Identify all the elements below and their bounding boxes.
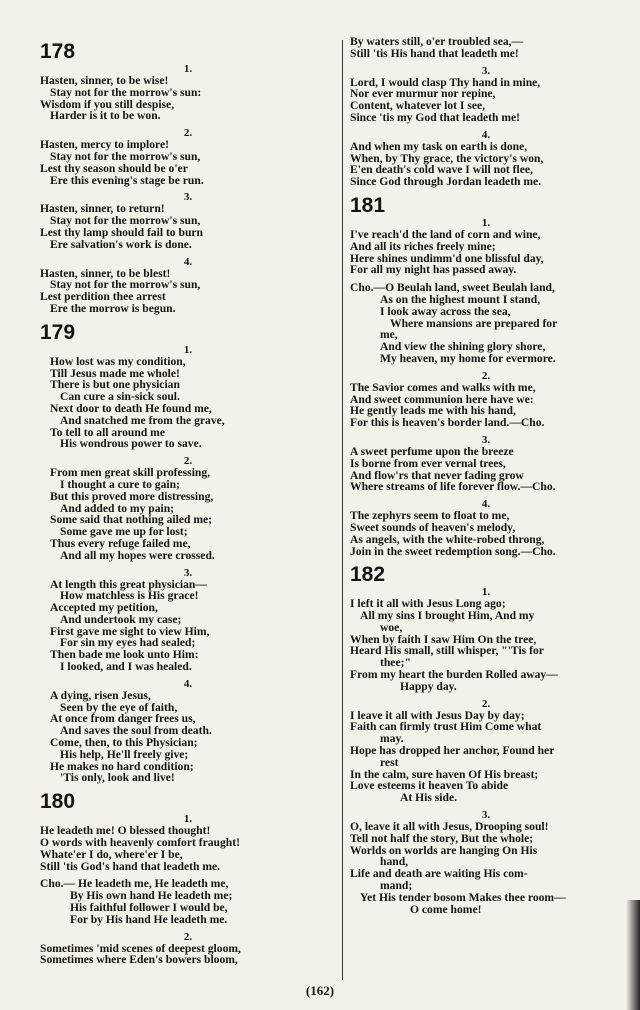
lyric-line: Some gave me up for lost; [60,525,188,539]
lyric-line: For this is heaven's border land.—Cho. [350,416,545,430]
verse [350,699,622,804]
lyric-line: When, by Thy grace, the victory's won, [350,151,544,165]
verse [40,814,336,872]
lyric-line: O words with heavenly comfort fraught! [40,836,240,850]
lyric-line: me, [380,328,398,342]
lyric-line: And all my hopes were crossed. [60,548,215,562]
lyric-line: His help, He'll freely give; [60,747,189,761]
lyric-line: In the calm, sure haven Of His breast; [350,767,539,781]
lyric-line: Hasten, sinner, to be blest! [40,266,171,280]
verse-number: 3. [481,809,491,822]
verse-number: 3. [481,64,491,77]
lyric-line: The Savior comes and walks with me, [350,380,536,394]
lyric-line: Seen by the eye of faith, [60,700,178,714]
lyric-line: I looked, and I was healed. [60,660,192,674]
page-number: (162) [305,983,335,998]
lyric-line: Then bade me look unto Him: [50,648,199,662]
hymn-number: 178 [40,40,76,63]
lyric-line: And snatched me from the grave, [60,413,225,427]
lyric-line: For all my night has passed away. [350,263,517,277]
verse-number: 2. [183,455,193,468]
lyric-line: He makes no hard condition; [50,759,194,773]
lyric-line: When by faith I saw Him On the tree, [350,632,537,646]
lyric-line: Some said that nothing ailed me; [50,513,213,527]
lyric-line: Lest thy lamp should fail to burn [40,225,203,239]
chorus-or-continuation [350,36,622,60]
lyric-line: Ere this evening's stage be run. [50,173,204,187]
lyric-line: Lest thy season should be o'er [40,161,188,175]
verse-number: 2. [481,369,491,382]
lyric-line: At His side. [400,791,458,805]
lyric-line: A sweet perfume upon the breeze [350,444,514,458]
lyric-line: Whate'er I do, where'er I be, [40,847,183,861]
lyric-line: Since 'tis my God that leadeth me! [350,110,521,124]
lyric-line: Still 'tis God's hand that leadeth me. [40,859,221,873]
lyric-line: For sin my eyes had sealed; [60,636,196,650]
verse-number: 1. [183,813,193,826]
verse [350,218,622,276]
lyric-line: 'Tis only, look and live! [60,771,175,785]
lyric-line: Lord, I would clasp Thy hand in mine, [350,75,541,89]
column-divider [342,40,343,980]
lyric-line: Next door to death He found me, [50,401,212,415]
verse [40,257,336,315]
lyric-line: For by His hand He leadeth me. [70,912,228,926]
lyric-line: Wisdom if you still despise, [40,97,175,111]
lyric-line: The zephyrs seem to float to me, [350,509,510,523]
lyric-line: Stay not for the morrow's sun, [50,214,201,228]
lyric-line: His wondrous power to save. [60,437,202,451]
lyric-line: Where streams of life forever flow.—Cho. [350,480,556,494]
verse-number: 4. [183,255,193,268]
right-column [350,36,622,921]
lyric-line: To tell to all around me [50,425,165,439]
lyric-line: Hasten, sinner, to return! [40,202,165,216]
lyric-line: And view the shining glory shore, [380,340,546,354]
lyric-line: Till Jesus made me whole! [50,366,180,380]
lyric-line: Is borne from ever vernal trees, [350,456,506,470]
lyric-line: Cho.— He leadeth me, He leadeth me, [40,877,229,891]
verse [40,568,336,673]
lyric-line: Still 'tis His hand that leadeth me! [350,46,519,60]
lyric-line: Cho.—O Beulah land, sweet Beulah land, [350,281,555,295]
lyric-line: thee;" [380,656,411,670]
left-column [40,36,336,972]
lyric-line: I look away across the sea, [380,304,511,318]
lyric-line: Faith can firmly trust Him Come what [350,720,542,734]
lyric-line: My heaven, my home for evermore. [380,351,556,365]
hymn-number: 180 [40,790,76,814]
verse [350,810,622,915]
hymn-number: 179 [40,320,76,344]
lyric-line: First gave me sight to view Him, [50,624,210,638]
lyric-line: Hasten, mercy to implore! [40,138,170,152]
lyric-line: Lest perdition thee arrest [40,290,166,304]
lyric-line: Come, then, to this Physician; [50,736,198,750]
verse-number: 1. [481,216,491,229]
hymn-number: 182 [350,563,386,587]
lyric-line: I left it all with Jesus Long ago; [350,597,506,611]
verse [350,66,622,124]
lyric-line: A dying, risen Jesus, [50,688,151,702]
verse-number: 2. [481,697,491,710]
verse-number: 1. [183,343,193,356]
lyric-line: All my sins I brought Him, And my [360,609,535,623]
page-edge-shadow [626,900,640,1010]
lyric-line: Love esteems it heaven To abide [350,779,509,793]
verse [40,345,336,450]
verse-number: 2. [183,127,193,140]
verse [350,371,622,429]
verse [40,932,336,967]
lyric-line: Content, whatever lot I see, [350,99,486,113]
lyric-line: Worlds on worlds are hanging On His [350,843,538,857]
lyric-line: And all its riches freely mine; [350,239,496,253]
verse [40,128,336,186]
lyric-line: And flow'rs that never fading grow [350,468,524,482]
lyric-line: I've reach'd the land of corn and wine, [350,227,541,241]
lyric-line: And added to my pain; [60,501,175,515]
lyric-line: Thus every refuge failed me, [50,536,191,550]
verse-number: 2. [183,930,193,943]
lyric-line: By waters still, o'er troubled sea,— [350,35,524,48]
lyric-line: He leadeth me! O blessed thought! [40,824,211,838]
lyric-line: And when my task on earth is done, [350,139,528,153]
lyric-line: O, leave it all with Jesus, Drooping soul! [350,820,549,834]
verse-number: 4. [183,677,193,690]
lyric-line: Can cure a sin-sick soul. [60,390,180,404]
verse [350,435,622,493]
lyric-line: Hope has dropped her anchor, Found her [350,744,555,758]
lyric-line: How lost was my condition, [50,354,186,368]
lyric-line: Here shines undimm'd one blissful day, [350,251,544,265]
verse-number: 3. [183,191,193,204]
lyric-line: And undertook my case; [60,612,182,626]
lyric-line: Ere salvation's work is done. [50,237,192,251]
lyric-line: At length this great physician— [50,577,207,591]
lyric-line: Since God through Jordan leadeth me. [350,175,542,189]
lyric-line: But this proved more distressing, [50,489,214,503]
verse-number: 3. [183,566,193,579]
lyric-line: Happy day. [400,679,457,693]
verse [350,130,622,188]
verse-number: 3. [481,433,491,446]
lyric-line: From men great skill professing, [50,466,211,480]
lyric-line: Sometimes 'mid scenes of deepest gloom, [40,941,241,955]
verse [350,499,622,557]
lyric-line: Sometimes where Eden's bowers bloom, [40,953,238,967]
lyric-line: I thought a cure to gain; [60,477,180,491]
lyric-line: Life and death are waiting His com- [350,867,528,881]
lyric-line: At once from danger frees us, [50,712,196,726]
verse-number: 4. [481,128,491,141]
lyric-line: O come home! [410,902,482,916]
lyric-line: Heard His small, still whisper, "'Tis for [350,644,544,658]
lyric-line: Stay not for the morrow's sun: [50,85,202,99]
lyric-line: Yet His tender bosom Makes thee room— [360,890,566,904]
lyric-line: His faithful follower I would be, [70,901,228,915]
verse-number: 4. [481,498,491,511]
lyric-line: From my heart the burden Rolled away— [350,668,558,682]
lyric-line: woe, [380,620,403,634]
verse [40,64,336,122]
lyric-line: may. [380,732,404,746]
lyric-line: Nor ever murmur nor repine, [350,87,496,101]
chorus-or-continuation [40,878,336,925]
lyric-line: I leave it all with Jesus Day by day; [350,708,525,722]
lyric-line: As angels, with the white-robed throng, [350,532,545,546]
lyric-line: He gently leads me with his hand, [350,404,516,418]
lyric-line: Stay not for the morrow's sun, [50,278,201,292]
lyric-line: Stay not for the morrow's sun, [50,149,201,163]
lyric-line: Accepted my petition, [50,601,158,615]
lyric-line: Where mansions are prepared for [390,316,558,330]
lyric-line: Sweet sounds of heaven's melody, [350,520,516,534]
lyric-line: Hasten, sinner, to be wise! [40,74,169,87]
lyric-line: mand; [380,879,413,893]
lyric-line: As on the highest mount I stand, [380,292,541,306]
lyric-line: E'en death's cold wave I will not flee, [350,163,533,177]
verse [40,679,336,784]
lyric-line: rest [380,755,399,769]
lyric-line: hand, [380,855,409,869]
hymn-number: 181 [350,193,386,217]
lyric-line: Ere the morrow is begun. [50,301,176,315]
lyric-line: There is but one physician [50,378,180,392]
lyric-line: By His own hand He leadeth me; [70,889,233,903]
lyric-line: Harder is it to be won. [50,109,161,123]
lyric-line: Join in the sweet redemption song.—Cho. [350,544,556,558]
chorus-or-continuation [350,282,622,365]
verse-number: 1. [183,63,193,75]
lyric-line: How matchless is His grace! [60,589,199,603]
verse [350,587,622,692]
lyric-line: And sweet communion here have we: [350,392,534,406]
lyric-line: Tell not half the story, But the whole; [350,831,534,845]
lyric-line: And saves the soul from death. [60,724,212,738]
verse [40,456,336,561]
verse [40,192,336,250]
verse-number: 1. [481,586,491,599]
